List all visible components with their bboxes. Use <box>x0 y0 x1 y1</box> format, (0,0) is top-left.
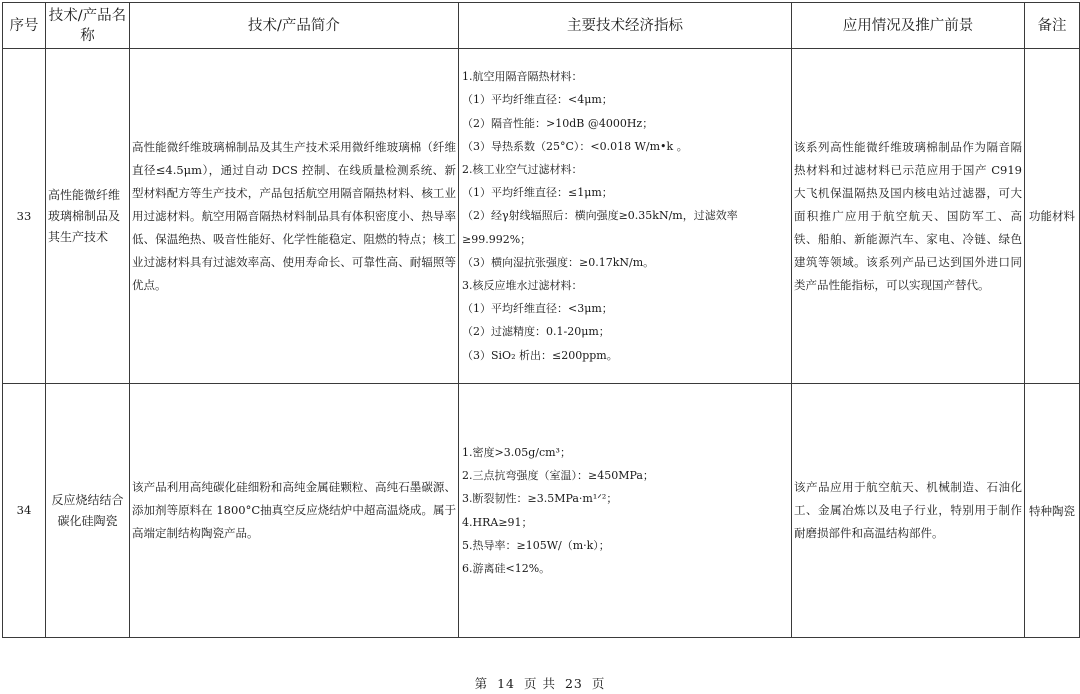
header-row <box>3 3 1080 49</box>
indicator-line: （3）横向湿抗张强度：≥0.17kN/m。 <box>462 255 655 269</box>
row-intro: 高性能微纤维玻璃棉制品及其生产技术采用微纤维玻璃棉（纤维直径≤4.5μm），通过自动 DCS 控制、在线质量检测系统、新型材料配方等生产技术，产品包括航空用隔音隔热材料、核工业用过滤材料。航空用隔音隔热材料制品具有体积密度小、热导率低、保温绝热、吸音性能好、化学性能稳定、阻燃的特点；核工业过滤材料具有过滤效率高、使用寿命长、可靠性高、耐辐照等优点。 <box>130 49 459 384</box>
indicator-line: 4.HRA≥91； <box>462 515 533 529</box>
row-application: 该系列高性能微纤维玻璃棉制品作为隔音隔热材料和过滤材料已示范应用于国产 C919 大飞机保温隔热及国内核电站过滤器，可大面积推广应用于航空航天、国防军工、高铁、船舶、新能源汽车、家电、冷链、绿色建筑等领域。该系列产品已达到国外进口同类产品性能指标，可以实现国产替代。 <box>792 49 1025 384</box>
header-application: 应用情况及推广前景 <box>792 3 1025 49</box>
indicator-line: （2）经γ射线辐照后：横向强度≥0.35kN/m，过滤效率≥99.992%； <box>462 209 738 246</box>
row-remark: 特种陶瓷 <box>1025 384 1080 638</box>
page-suffix: 页 <box>591 676 606 691</box>
row-name: 反应烧结结合碳化硅陶瓷 <box>46 384 130 638</box>
indicator-line: （2）隔音性能：>10dB @4000Hz； <box>462 116 654 130</box>
row-remark: 功能材料 <box>1025 49 1080 384</box>
header-remark: 备注 <box>1025 3 1080 49</box>
header-indicators: 主要技术经济指标 <box>459 3 792 49</box>
indicator-line: （1）平均纤维直径：<4μm； <box>462 93 613 107</box>
row-indicators <box>459 384 792 638</box>
row-application: 该产品应用于航空航天、机械制造、石油化工、金属冶炼以及电子行业，特别用于制作耐磨损部件和高温结构部件。 <box>792 384 1025 638</box>
page-current: 14 <box>497 676 516 691</box>
indicator-line: （1）平均纤维直径：≤1μm； <box>462 186 613 200</box>
page-number-footer <box>0 674 1080 692</box>
row-index: 34 <box>3 384 46 638</box>
row-name: 高性能微纤维玻璃棉制品及其生产技术 <box>46 49 130 384</box>
header-index: 序号 <box>3 3 46 49</box>
indicator-line: 1.航空用隔音隔热材料： <box>462 70 583 84</box>
row-index: 33 <box>3 49 46 384</box>
indicator-line: 2.核工业空气过滤材料： <box>462 162 583 176</box>
page-prefix: 第 <box>474 676 489 691</box>
page-total: 23 <box>564 676 583 691</box>
indicator-line: 1.密度>3.05g/cm³； <box>462 445 571 459</box>
table-row <box>3 49 1080 384</box>
indicator-line: （3）SiO₂ 析出：≤200ppm。 <box>462 348 618 362</box>
tech-table <box>2 2 1080 638</box>
indicator-line: 6.游离硅<12%。 <box>462 561 551 575</box>
header-intro: 技术/产品简介 <box>130 3 459 49</box>
indicator-line: 5.热导率：≥105W/（m·k）； <box>462 538 610 552</box>
indicator-line: 3.断裂韧性：≥3.5MPa·m¹ᐟ²； <box>462 492 618 506</box>
header-name: 技术/产品名称 <box>46 3 130 49</box>
indicator-line: （3）导热系数（25°C）：<0.018 W/m•k 。 <box>462 139 688 153</box>
indicator-line: 3.核反应堆水过滤材料： <box>462 279 583 292</box>
indicator-line: （2）过滤精度：0.1-20μm； <box>462 325 610 339</box>
row-indicators <box>459 49 792 384</box>
table-row <box>3 384 1080 638</box>
indicator-line: 2.三点抗弯强度（室温）：≥450MPa； <box>462 469 654 483</box>
page-middle: 页 共 <box>524 676 556 691</box>
indicator-line: （1）平均纤维直径：<3μm； <box>462 302 613 316</box>
row-intro: 该产品利用高纯碳化硅细粉和高纯金属硅颗粒、高纯石墨碳源、添加剂等原料在 1800°C抽真空反应烧结炉中超高温烧成。属于高端定制结构陶瓷产品。 <box>130 384 459 638</box>
